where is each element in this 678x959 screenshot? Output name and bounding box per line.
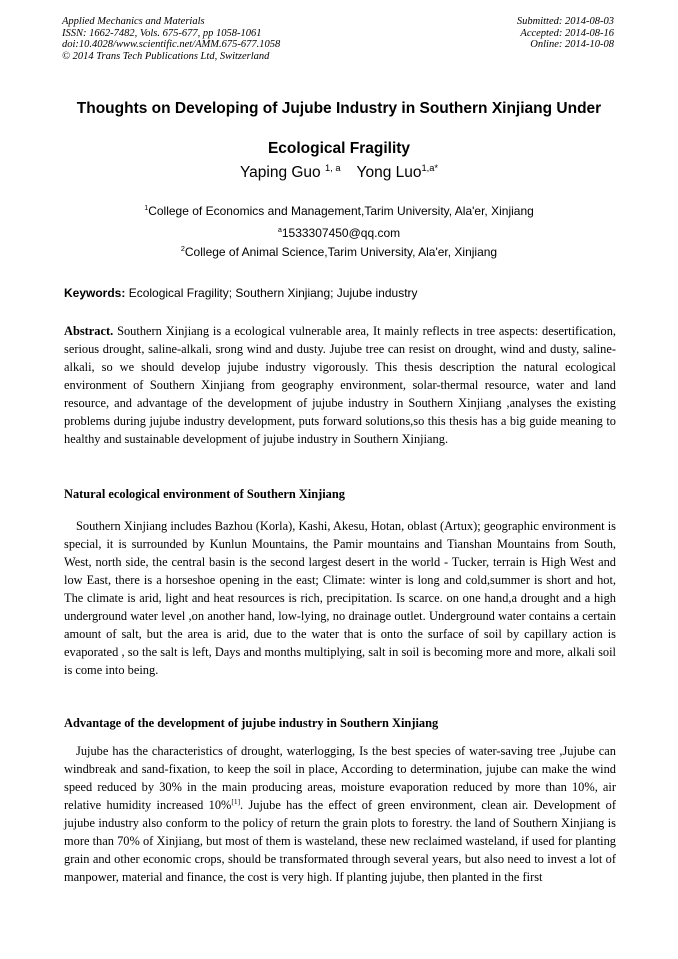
author-2 [357,164,439,181]
author-2-name: Yong Luo [356,164,422,181]
advantage-text-part-2: . Jujube has the effect of green environment, clean air. Development of jujube industry also conform to the policy of return the grain plots to forestry. the land of Southern Xinjiang is more than 70% of Xinjiang, but most of them is wasteland, these new reclaimed wasteland, if used for planting grain and other economic crops, should be transformated through several years, but also need to invest a lot of manpower, material and finance, the cost is very high. If planting jujube, then planted in the first [64,798,616,884]
title-line-2: Ecological Fragility [267,140,411,157]
title-line-1: Thoughts on Developing of Jujube Industry in Southern Xinjiang Under [76,100,602,117]
affiliation-1-sup: 1 [144,203,149,212]
issn-line: ISSN: 1662-7482, Vols. 675-677, pp 1058-1061 [62,27,262,39]
affiliation-2 [0,245,678,259]
email-sup: a [277,225,282,234]
paper-title [40,89,638,169]
citation-ref-1[interactable]: [1] [231,796,241,806]
submitted-date: Submitted: 2014-08-03 [516,16,614,27]
author-email [0,226,678,240]
author-1 [240,164,341,181]
advantage-text-part-1: Jujube has the characteristics of drought, waterlogging, Is the best species of water-saving tree ,Jujube can windbreak and sand-fixation, to keep the soil in place, According to determination, jujube can make the wind speed reduced by 30% in the main producing areas, moisture evaporation reduced by more than 10%, air relative humidity increased 10% [64,744,616,812]
section-heading-natural-environment: Natural ecological environment of Southern Xinjiang [64,487,345,501]
affiliation-2-sup: 2 [180,244,185,253]
keywords-label: Keywords: [64,286,126,300]
accepted-date: Accepted: 2014-08-16 [520,27,614,39]
author-list [0,164,678,182]
affiliation-1-text: College of Economics and Management,Tarim University, Ala'er, Xinjiang [148,204,534,218]
keywords [64,286,418,300]
journal-header-right [517,16,614,51]
section-advantage-body [64,742,616,886]
section-heading-advantage-text: Advantage of the development of jujube industry in Southern Xinjiang [64,716,439,730]
abstract-text: Southern Xinjiang is a ecological vulnerable area, It mainly reflects in tree aspects: desertification, serious drought, saline-alkali, srong wind and dusty. Jujube tree can resist on drought, wind and dusty, saline-alkali, so we should develop jujube industry vigorously. This thesis description the natural ecological environment of Southern Xinjiang from geography environment, solar-thermal resource, water and land resource, and advantage of the development of jujube industry in Southern Xinjiang ,analyses the existing problems during jujube industry development, puts forward solutions,so this thesis has a big guide meaning to healthy and sustainable development of jujube industry in Southern Xinjiang. [64,324,616,446]
affiliation-2-text: College of Animal Science,Tarim University, Ala'er, Xinjiang [184,245,498,259]
doi-line: doi:10.4028/www.scientific.net/AMM.675-677.1058 [62,39,281,50]
keywords-text: Ecological Fragility; Southern Xinjiang; Jujube industry [128,286,418,300]
author-1-name: Yaping Guo [239,164,321,181]
journal-name: Applied Mechanics and Materials [62,16,205,27]
copyright-line: © 2014 Trans Tech Publications Ltd, Switzerland [62,50,270,62]
abstract [64,322,616,448]
online-date: Online: 2014-10-08 [530,39,614,50]
section-heading-advantage [64,716,438,731]
section-natural-environment-body: Southern Xinjiang includes Bazhou (Korla), Kashi, Akesu, Hotan, oblast (Artux); geographic environment is special, it is surrounded by Kunlun Mountains, the Pamir mountains and Tianshan Mountains from South, West, north side, the central basin is the second largest desert in the world - Tucker, terrain is High West and low East, there is a horseshoe opening in the east; Climate: winter is long and cold,summer is short and hot, The climate is arid, light and heat resources is rich, precipitation. Is scarce. on one hand,a drought and a high underground water level ,on another hand, low-lying, no drainage outlet. Underground water contains a certain amount of salt, but the area is arid, due to the water that is onto the surface of soil by capillary action is evaporated , so the salt is left, Days and months multiplying, salt in soil is becoming more and more, alkali soil is come into being. [64,519,616,677]
journal-header-left [62,16,280,62]
abstract-label: Abstract. [64,324,114,338]
author-1-sup: 1, a [324,162,341,173]
email-text: 1533307450@qq.com [281,226,401,240]
affiliation-1 [0,204,678,218]
author-2-sup: 1,a* [421,162,439,173]
